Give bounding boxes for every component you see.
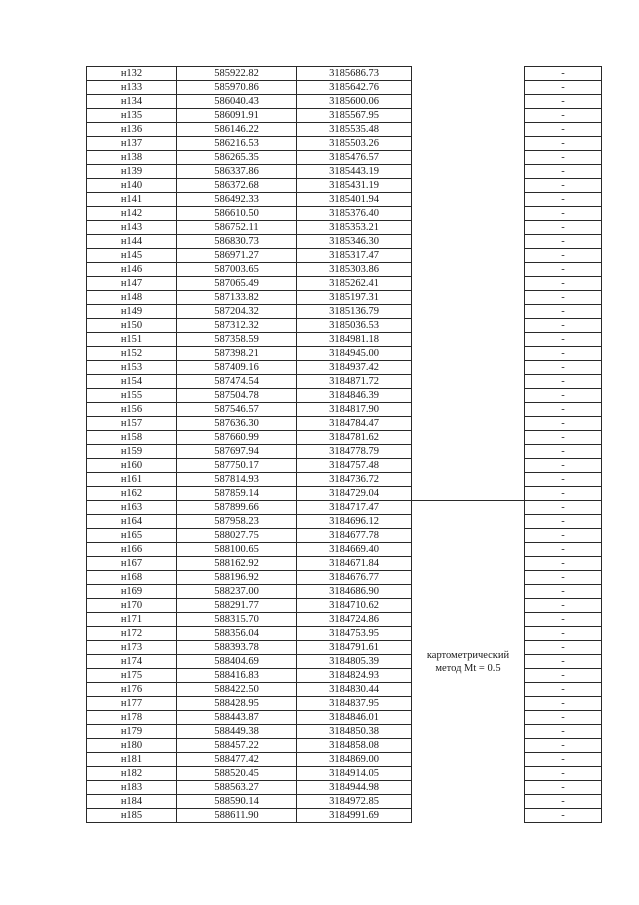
y-coordinate-cell: 3184784.47 — [297, 417, 412, 431]
error-cell: - — [525, 725, 602, 739]
error-cell: - — [525, 557, 602, 571]
y-coordinate-cell: 3184869.00 — [297, 753, 412, 767]
error-cell: - — [525, 767, 602, 781]
y-coordinate-cell: 3185136.79 — [297, 305, 412, 319]
table-row — [87, 291, 602, 305]
y-coordinate-cell: 3184858.08 — [297, 739, 412, 753]
error-cell: - — [525, 277, 602, 291]
x-coordinate-cell: 586040.43 — [177, 95, 297, 109]
error-cell: - — [525, 809, 602, 823]
error-cell: - — [525, 753, 602, 767]
y-coordinate-cell: 3184805.39 — [297, 655, 412, 669]
y-coordinate-cell: 3184729.04 — [297, 487, 412, 501]
x-coordinate-cell: 587312.32 — [177, 319, 297, 333]
point-name-cell: н161 — [87, 473, 177, 487]
x-coordinate-cell: 588027.75 — [177, 529, 297, 543]
error-cell: - — [525, 137, 602, 151]
point-name-cell: н173 — [87, 641, 177, 655]
point-name-cell: н159 — [87, 445, 177, 459]
coordinates-table-body — [87, 67, 602, 823]
point-name-cell: н138 — [87, 151, 177, 165]
table-row — [87, 599, 602, 613]
error-cell: - — [525, 221, 602, 235]
y-coordinate-cell: 3184671.84 — [297, 557, 412, 571]
table-row — [87, 543, 602, 557]
x-coordinate-cell: 588611.90 — [177, 809, 297, 823]
y-coordinate-cell: 3185353.21 — [297, 221, 412, 235]
y-coordinate-cell: 3184871.72 — [297, 375, 412, 389]
x-coordinate-cell: 588291.77 — [177, 599, 297, 613]
x-coordinate-cell: 588356.04 — [177, 627, 297, 641]
point-name-cell: н175 — [87, 669, 177, 683]
y-coordinate-cell: 3185262.41 — [297, 277, 412, 291]
error-cell: - — [525, 305, 602, 319]
y-coordinate-cell: 3185503.26 — [297, 137, 412, 151]
x-coordinate-cell: 587750.17 — [177, 459, 297, 473]
y-coordinate-cell: 3185535.48 — [297, 123, 412, 137]
error-cell: - — [525, 389, 602, 403]
point-name-cell: н132 — [87, 67, 177, 81]
y-coordinate-cell: 3184914.05 — [297, 767, 412, 781]
point-name-cell: н142 — [87, 207, 177, 221]
table-row — [87, 431, 602, 445]
table-row — [87, 669, 602, 683]
point-name-cell: н163 — [87, 501, 177, 515]
x-coordinate-cell: 586265.35 — [177, 151, 297, 165]
x-coordinate-cell: 586610.50 — [177, 207, 297, 221]
y-coordinate-cell: 3184778.79 — [297, 445, 412, 459]
x-coordinate-cell: 588449.38 — [177, 725, 297, 739]
x-coordinate-cell: 586830.73 — [177, 235, 297, 249]
error-cell: - — [525, 501, 602, 515]
y-coordinate-cell: 3184846.01 — [297, 711, 412, 725]
table-row — [87, 613, 602, 627]
x-coordinate-cell: 588590.14 — [177, 795, 297, 809]
table-row — [87, 263, 602, 277]
y-coordinate-cell: 3185686.73 — [297, 67, 412, 81]
table-row — [87, 277, 602, 291]
error-cell: - — [525, 403, 602, 417]
y-coordinate-cell: 3184972.85 — [297, 795, 412, 809]
x-coordinate-cell: 587474.54 — [177, 375, 297, 389]
error-cell: - — [525, 207, 602, 221]
y-coordinate-cell: 3185443.19 — [297, 165, 412, 179]
table-row — [87, 627, 602, 641]
x-coordinate-cell: 587409.16 — [177, 361, 297, 375]
point-name-cell: н135 — [87, 109, 177, 123]
table-row — [87, 81, 602, 95]
table-row — [87, 389, 602, 403]
x-coordinate-cell: 586216.53 — [177, 137, 297, 151]
y-coordinate-cell: 3185567.95 — [297, 109, 412, 123]
error-cell: - — [525, 529, 602, 543]
error-cell: - — [525, 641, 602, 655]
table-row — [87, 403, 602, 417]
point-name-cell: н164 — [87, 515, 177, 529]
error-cell: - — [525, 151, 602, 165]
x-coordinate-cell: 587358.59 — [177, 333, 297, 347]
y-coordinate-cell: 3184937.42 — [297, 361, 412, 375]
error-cell: - — [525, 263, 602, 277]
table-row — [87, 683, 602, 697]
y-coordinate-cell: 3184757.48 — [297, 459, 412, 473]
x-coordinate-cell: 588393.78 — [177, 641, 297, 655]
table-row — [87, 767, 602, 781]
x-coordinate-cell: 587958.23 — [177, 515, 297, 529]
x-coordinate-cell: 588428.95 — [177, 697, 297, 711]
x-coordinate-cell: 588422.50 — [177, 683, 297, 697]
point-name-cell: н169 — [87, 585, 177, 599]
x-coordinate-cell: 588404.69 — [177, 655, 297, 669]
x-coordinate-cell: 588563.27 — [177, 781, 297, 795]
table-row — [87, 655, 602, 669]
table-row — [87, 375, 602, 389]
table-row — [87, 123, 602, 137]
point-name-cell: н151 — [87, 333, 177, 347]
error-cell: - — [525, 613, 602, 627]
point-name-cell: н143 — [87, 221, 177, 235]
x-coordinate-cell: 586492.33 — [177, 193, 297, 207]
error-cell: - — [525, 193, 602, 207]
x-coordinate-cell: 586752.11 — [177, 221, 297, 235]
y-coordinate-cell: 3184717.47 — [297, 501, 412, 515]
x-coordinate-cell: 587504.78 — [177, 389, 297, 403]
point-name-cell: н158 — [87, 431, 177, 445]
x-coordinate-cell: 587133.82 — [177, 291, 297, 305]
point-name-cell: н168 — [87, 571, 177, 585]
x-coordinate-cell: 588443.87 — [177, 711, 297, 725]
error-cell: - — [525, 599, 602, 613]
y-coordinate-cell: 3184824.93 — [297, 669, 412, 683]
y-coordinate-cell: 3184791.61 — [297, 641, 412, 655]
point-name-cell: н178 — [87, 711, 177, 725]
error-cell: - — [525, 67, 602, 81]
point-name-cell: н136 — [87, 123, 177, 137]
error-cell: - — [525, 95, 602, 109]
y-coordinate-cell: 3184676.77 — [297, 571, 412, 585]
point-name-cell: н137 — [87, 137, 177, 151]
x-coordinate-cell: 587546.57 — [177, 403, 297, 417]
error-cell: - — [525, 711, 602, 725]
y-coordinate-cell: 3184736.72 — [297, 473, 412, 487]
y-coordinate-cell: 3185346.30 — [297, 235, 412, 249]
table-row — [87, 235, 602, 249]
error-cell: - — [525, 697, 602, 711]
error-cell: - — [525, 585, 602, 599]
y-coordinate-cell: 3185317.47 — [297, 249, 412, 263]
x-coordinate-cell: 588196.92 — [177, 571, 297, 585]
point-name-cell: н170 — [87, 599, 177, 613]
table-row — [87, 151, 602, 165]
error-cell: - — [525, 445, 602, 459]
x-coordinate-cell: 586091.91 — [177, 109, 297, 123]
point-name-cell: н141 — [87, 193, 177, 207]
x-coordinate-cell: 588416.83 — [177, 669, 297, 683]
table-row — [87, 515, 602, 529]
x-coordinate-cell: 587398.21 — [177, 347, 297, 361]
error-cell: - — [525, 333, 602, 347]
x-coordinate-cell: 588100.65 — [177, 543, 297, 557]
point-name-cell: н181 — [87, 753, 177, 767]
table-row — [87, 739, 602, 753]
x-coordinate-cell: 588457.22 — [177, 739, 297, 753]
point-name-cell: н156 — [87, 403, 177, 417]
error-cell: - — [525, 473, 602, 487]
y-coordinate-cell: 3184846.39 — [297, 389, 412, 403]
error-cell: - — [525, 165, 602, 179]
y-coordinate-cell: 3184830.44 — [297, 683, 412, 697]
table-row — [87, 207, 602, 221]
table-row — [87, 501, 602, 515]
error-cell: - — [525, 375, 602, 389]
table-row — [87, 445, 602, 459]
error-cell: - — [525, 683, 602, 697]
point-name-cell: н184 — [87, 795, 177, 809]
x-coordinate-cell: 587814.93 — [177, 473, 297, 487]
y-coordinate-cell: 3184850.38 — [297, 725, 412, 739]
x-coordinate-cell: 587859.14 — [177, 487, 297, 501]
point-name-cell: н134 — [87, 95, 177, 109]
y-coordinate-cell: 3184686.90 — [297, 585, 412, 599]
x-coordinate-cell: 588162.92 — [177, 557, 297, 571]
x-coordinate-cell: 587204.32 — [177, 305, 297, 319]
y-coordinate-cell: 3185401.94 — [297, 193, 412, 207]
table-row — [87, 809, 602, 823]
point-name-cell: н174 — [87, 655, 177, 669]
error-cell: - — [525, 291, 602, 305]
table-row — [87, 571, 602, 585]
error-cell: - — [525, 515, 602, 529]
error-cell: - — [525, 417, 602, 431]
point-name-cell: н146 — [87, 263, 177, 277]
table-row — [87, 67, 602, 81]
y-coordinate-cell: 3185642.76 — [297, 81, 412, 95]
table-row — [87, 333, 602, 347]
point-name-cell: н167 — [87, 557, 177, 571]
table-row — [87, 221, 602, 235]
point-name-cell: н157 — [87, 417, 177, 431]
table-row — [87, 417, 602, 431]
table-row — [87, 193, 602, 207]
method-label-line2: метод Mt = 0.5 — [435, 662, 501, 674]
y-coordinate-cell: 3184991.69 — [297, 809, 412, 823]
error-cell: - — [525, 781, 602, 795]
point-name-cell: н150 — [87, 319, 177, 333]
point-name-cell: н182 — [87, 767, 177, 781]
error-cell: - — [525, 235, 602, 249]
x-coordinate-cell: 586146.22 — [177, 123, 297, 137]
point-name-cell: н166 — [87, 543, 177, 557]
x-coordinate-cell: 585970.86 — [177, 81, 297, 95]
y-coordinate-cell: 3185036.53 — [297, 319, 412, 333]
x-coordinate-cell: 587697.94 — [177, 445, 297, 459]
point-name-cell: н155 — [87, 389, 177, 403]
point-name-cell: н140 — [87, 179, 177, 193]
table-row — [87, 95, 602, 109]
y-coordinate-cell: 3185431.19 — [297, 179, 412, 193]
y-coordinate-cell: 3184677.78 — [297, 529, 412, 543]
table-row — [87, 459, 602, 473]
table-row — [87, 305, 602, 319]
y-coordinate-cell: 3184669.40 — [297, 543, 412, 557]
table-row — [87, 249, 602, 263]
x-coordinate-cell: 588237.00 — [177, 585, 297, 599]
x-coordinate-cell: 587899.66 — [177, 501, 297, 515]
y-coordinate-cell: 3185600.06 — [297, 95, 412, 109]
error-cell: - — [525, 123, 602, 137]
point-name-cell: н180 — [87, 739, 177, 753]
error-cell: - — [525, 109, 602, 123]
y-coordinate-cell: 3184781.62 — [297, 431, 412, 445]
table-row — [87, 753, 602, 767]
point-name-cell: н177 — [87, 697, 177, 711]
error-cell: - — [525, 179, 602, 193]
method-cell-upper — [412, 67, 525, 501]
method-label-line1: картометрический — [426, 649, 510, 661]
point-name-cell: н148 — [87, 291, 177, 305]
y-coordinate-cell: 3185197.31 — [297, 291, 412, 305]
x-coordinate-cell: 587003.65 — [177, 263, 297, 277]
error-cell: - — [525, 347, 602, 361]
point-name-cell: н185 — [87, 809, 177, 823]
y-coordinate-cell: 3185376.40 — [297, 207, 412, 221]
table-row — [87, 179, 602, 193]
point-name-cell: н183 — [87, 781, 177, 795]
y-coordinate-cell: 3184945.00 — [297, 347, 412, 361]
y-coordinate-cell: 3184944.98 — [297, 781, 412, 795]
point-name-cell: н133 — [87, 81, 177, 95]
table-row — [87, 319, 602, 333]
coordinates-sheet — [86, 66, 601, 823]
table-row — [87, 725, 602, 739]
y-coordinate-cell: 3184817.90 — [297, 403, 412, 417]
point-name-cell: н139 — [87, 165, 177, 179]
table-row — [87, 165, 602, 179]
y-coordinate-cell: 3184696.12 — [297, 515, 412, 529]
coordinates-table — [86, 66, 602, 823]
y-coordinate-cell: 3185476.57 — [297, 151, 412, 165]
table-row — [87, 781, 602, 795]
error-cell: - — [525, 627, 602, 641]
x-coordinate-cell: 588315.70 — [177, 613, 297, 627]
point-name-cell: н144 — [87, 235, 177, 249]
error-cell: - — [525, 655, 602, 669]
x-coordinate-cell: 586971.27 — [177, 249, 297, 263]
point-name-cell: н149 — [87, 305, 177, 319]
x-coordinate-cell: 585922.82 — [177, 67, 297, 81]
error-cell: - — [525, 795, 602, 809]
table-row — [87, 473, 602, 487]
point-name-cell: н171 — [87, 613, 177, 627]
y-coordinate-cell: 3184981.18 — [297, 333, 412, 347]
error-cell: - — [525, 319, 602, 333]
error-cell: - — [525, 459, 602, 473]
error-cell: - — [525, 81, 602, 95]
point-name-cell: н153 — [87, 361, 177, 375]
table-row — [87, 711, 602, 725]
table-row — [87, 795, 602, 809]
table-row — [87, 137, 602, 151]
y-coordinate-cell: 3184837.95 — [297, 697, 412, 711]
x-coordinate-cell: 586337.86 — [177, 165, 297, 179]
x-coordinate-cell: 588477.42 — [177, 753, 297, 767]
error-cell: - — [525, 249, 602, 263]
point-name-cell: н176 — [87, 683, 177, 697]
table-row — [87, 641, 602, 655]
x-coordinate-cell: 587636.30 — [177, 417, 297, 431]
error-cell: - — [525, 543, 602, 557]
x-coordinate-cell: 587065.49 — [177, 277, 297, 291]
error-cell: - — [525, 571, 602, 585]
point-name-cell: н179 — [87, 725, 177, 739]
error-cell: - — [525, 739, 602, 753]
method-cell — [412, 501, 525, 823]
point-name-cell: н165 — [87, 529, 177, 543]
y-coordinate-cell: 3185303.86 — [297, 263, 412, 277]
point-name-cell: н162 — [87, 487, 177, 501]
point-name-cell: н172 — [87, 627, 177, 641]
point-name-cell: н160 — [87, 459, 177, 473]
x-coordinate-cell: 588520.45 — [177, 767, 297, 781]
table-row — [87, 697, 602, 711]
y-coordinate-cell: 3184753.95 — [297, 627, 412, 641]
point-name-cell: н147 — [87, 277, 177, 291]
point-name-cell: н145 — [87, 249, 177, 263]
point-name-cell: н152 — [87, 347, 177, 361]
point-name-cell: н154 — [87, 375, 177, 389]
y-coordinate-cell: 3184710.62 — [297, 599, 412, 613]
table-row — [87, 585, 602, 599]
table-row — [87, 557, 602, 571]
table-row — [87, 487, 602, 501]
table-row — [87, 529, 602, 543]
error-cell: - — [525, 487, 602, 501]
table-row — [87, 109, 602, 123]
error-cell: - — [525, 361, 602, 375]
error-cell: - — [525, 669, 602, 683]
table-row — [87, 347, 602, 361]
table-row — [87, 361, 602, 375]
x-coordinate-cell: 586372.68 — [177, 179, 297, 193]
y-coordinate-cell: 3184724.86 — [297, 613, 412, 627]
error-cell: - — [525, 431, 602, 445]
x-coordinate-cell: 587660.99 — [177, 431, 297, 445]
